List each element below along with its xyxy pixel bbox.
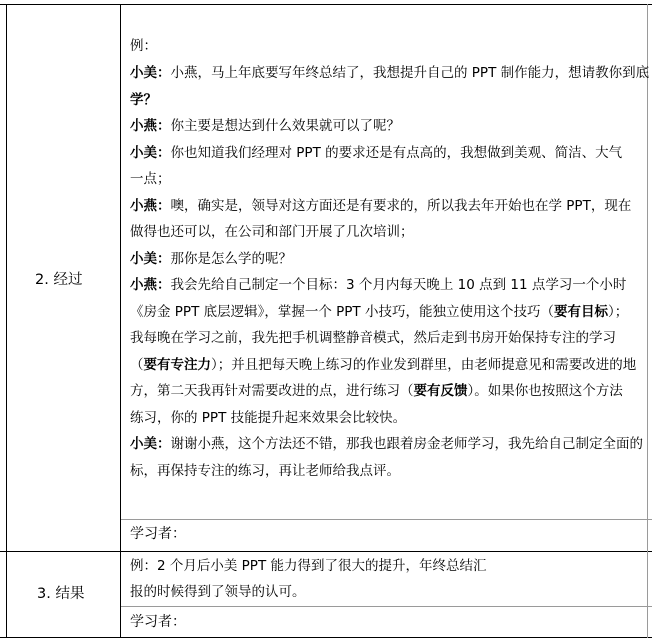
dialogue-text: ）； <box>607 304 629 320</box>
dialogue-line <box>130 197 631 215</box>
learner-divider-process <box>120 519 652 520</box>
table-border-top <box>0 4 652 5</box>
example-label: 例： <box>130 38 157 54</box>
table-border-right <box>647 4 648 638</box>
dialogue-text: 小燕，马上年底要写年终总结了，我想提升自己的 PPT 制作能力，想请教你到底 <box>170 65 650 81</box>
table-border-bottom <box>0 637 652 638</box>
dialogue-line <box>130 329 616 347</box>
dialogue-line <box>130 117 400 135</box>
speaker-label: 小燕： <box>130 277 171 293</box>
dialogue-text: ）。如果你也按照这个方法 <box>467 383 623 399</box>
table-border-left <box>6 4 7 638</box>
row-label-process: 2. 经过 <box>35 272 83 288</box>
dialogue-text: 练习，你的 PPT 技能提升起来效果会比较快。 <box>130 410 407 426</box>
dialogue-text: 你主要是想达到什么效果就可以了呢？ <box>170 118 400 134</box>
dialogue-text: 我每晚在学习之前，我先把手机调整静音模式，然后走到书房开始保持专注的学习 <box>130 330 616 346</box>
emphasis-text: 要有目标 <box>553 304 608 320</box>
speaker-label: 小燕： <box>130 118 171 134</box>
learner-label-result: 学习者： <box>130 614 186 630</box>
row-divider <box>0 551 652 552</box>
dialogue-line <box>130 170 171 188</box>
emphasis-text: 学？ <box>130 92 157 108</box>
dialogue-line <box>130 64 649 82</box>
learner-divider-result <box>120 606 652 607</box>
speaker-label: 小美： <box>130 65 171 81</box>
emphasis-text: 要有专注力 <box>143 357 211 373</box>
learner-label-process: 学习者： <box>130 526 186 542</box>
dialogue-text: 噢，确实是，领导对这方面还是有要求的，所以我去年开始也在学 PPT，现在 <box>170 198 632 214</box>
dialogue-text: 我会先给自己制定一个目标：3 个月内每天晚上 10 点到 11 点学习一个小时 <box>170 277 627 293</box>
dialogue-line <box>130 356 636 374</box>
emphasis-text: 要有反馈 <box>413 383 468 399</box>
dialogue-text: 你也知道我们经理对 PPT 的要求还是有点高的，我想做到美观、简洁、大气 <box>170 145 623 161</box>
result-line-1: 例：2 个月后小美 PPT 能力得到了很大的提升，年终总结汇 <box>130 558 487 574</box>
dialogue-text: 《房金 PPT 底层逻辑》，掌握一个 PPT 小技巧，能独立使用这个技巧（ <box>130 304 554 320</box>
dialogue-text: 标，再保持专注的练习，再让老师给我点评。 <box>130 463 400 479</box>
dialogue-line <box>130 382 623 400</box>
speaker-label: 小美： <box>130 251 171 267</box>
dialogue-line <box>130 91 157 109</box>
result-line-2: 报的时候得到了领导的认可。 <box>130 584 306 600</box>
dialogue-text: （ <box>130 357 144 373</box>
dialogue-text: 谢谢小燕，这个方法还不错，那我也跟着房金老师学习，我先给自己制定全面的 <box>170 436 643 452</box>
speaker-label: 小美： <box>130 436 171 452</box>
column-divider <box>120 4 121 638</box>
dialogue-text: 方，第二天我再针对需要改进的点，进行练习（ <box>130 383 414 399</box>
dialogue-line <box>130 303 628 321</box>
speaker-label: 小美： <box>130 145 171 161</box>
dialogue-line <box>130 409 406 427</box>
dialogue-line <box>130 462 400 480</box>
dialogue-text: 做得也还可以，在公司和部门开展了几次培训； <box>130 224 414 240</box>
dialogue-text: 一点； <box>130 171 171 187</box>
dialogue-text: ）；并且把每天晚上练习的作业发到群里，由老师提意见和需要改进的地 <box>211 357 637 373</box>
dialogue-line <box>130 250 292 268</box>
dialogue-line <box>130 435 643 453</box>
row-label-result: 3. 结果 <box>37 586 85 602</box>
dialogue-text: 那你是怎么学的呢？ <box>170 251 292 267</box>
speaker-label: 小燕： <box>130 198 171 214</box>
dialogue-line <box>130 144 622 162</box>
dialogue-line <box>130 276 626 294</box>
dialogue-line <box>130 223 414 241</box>
